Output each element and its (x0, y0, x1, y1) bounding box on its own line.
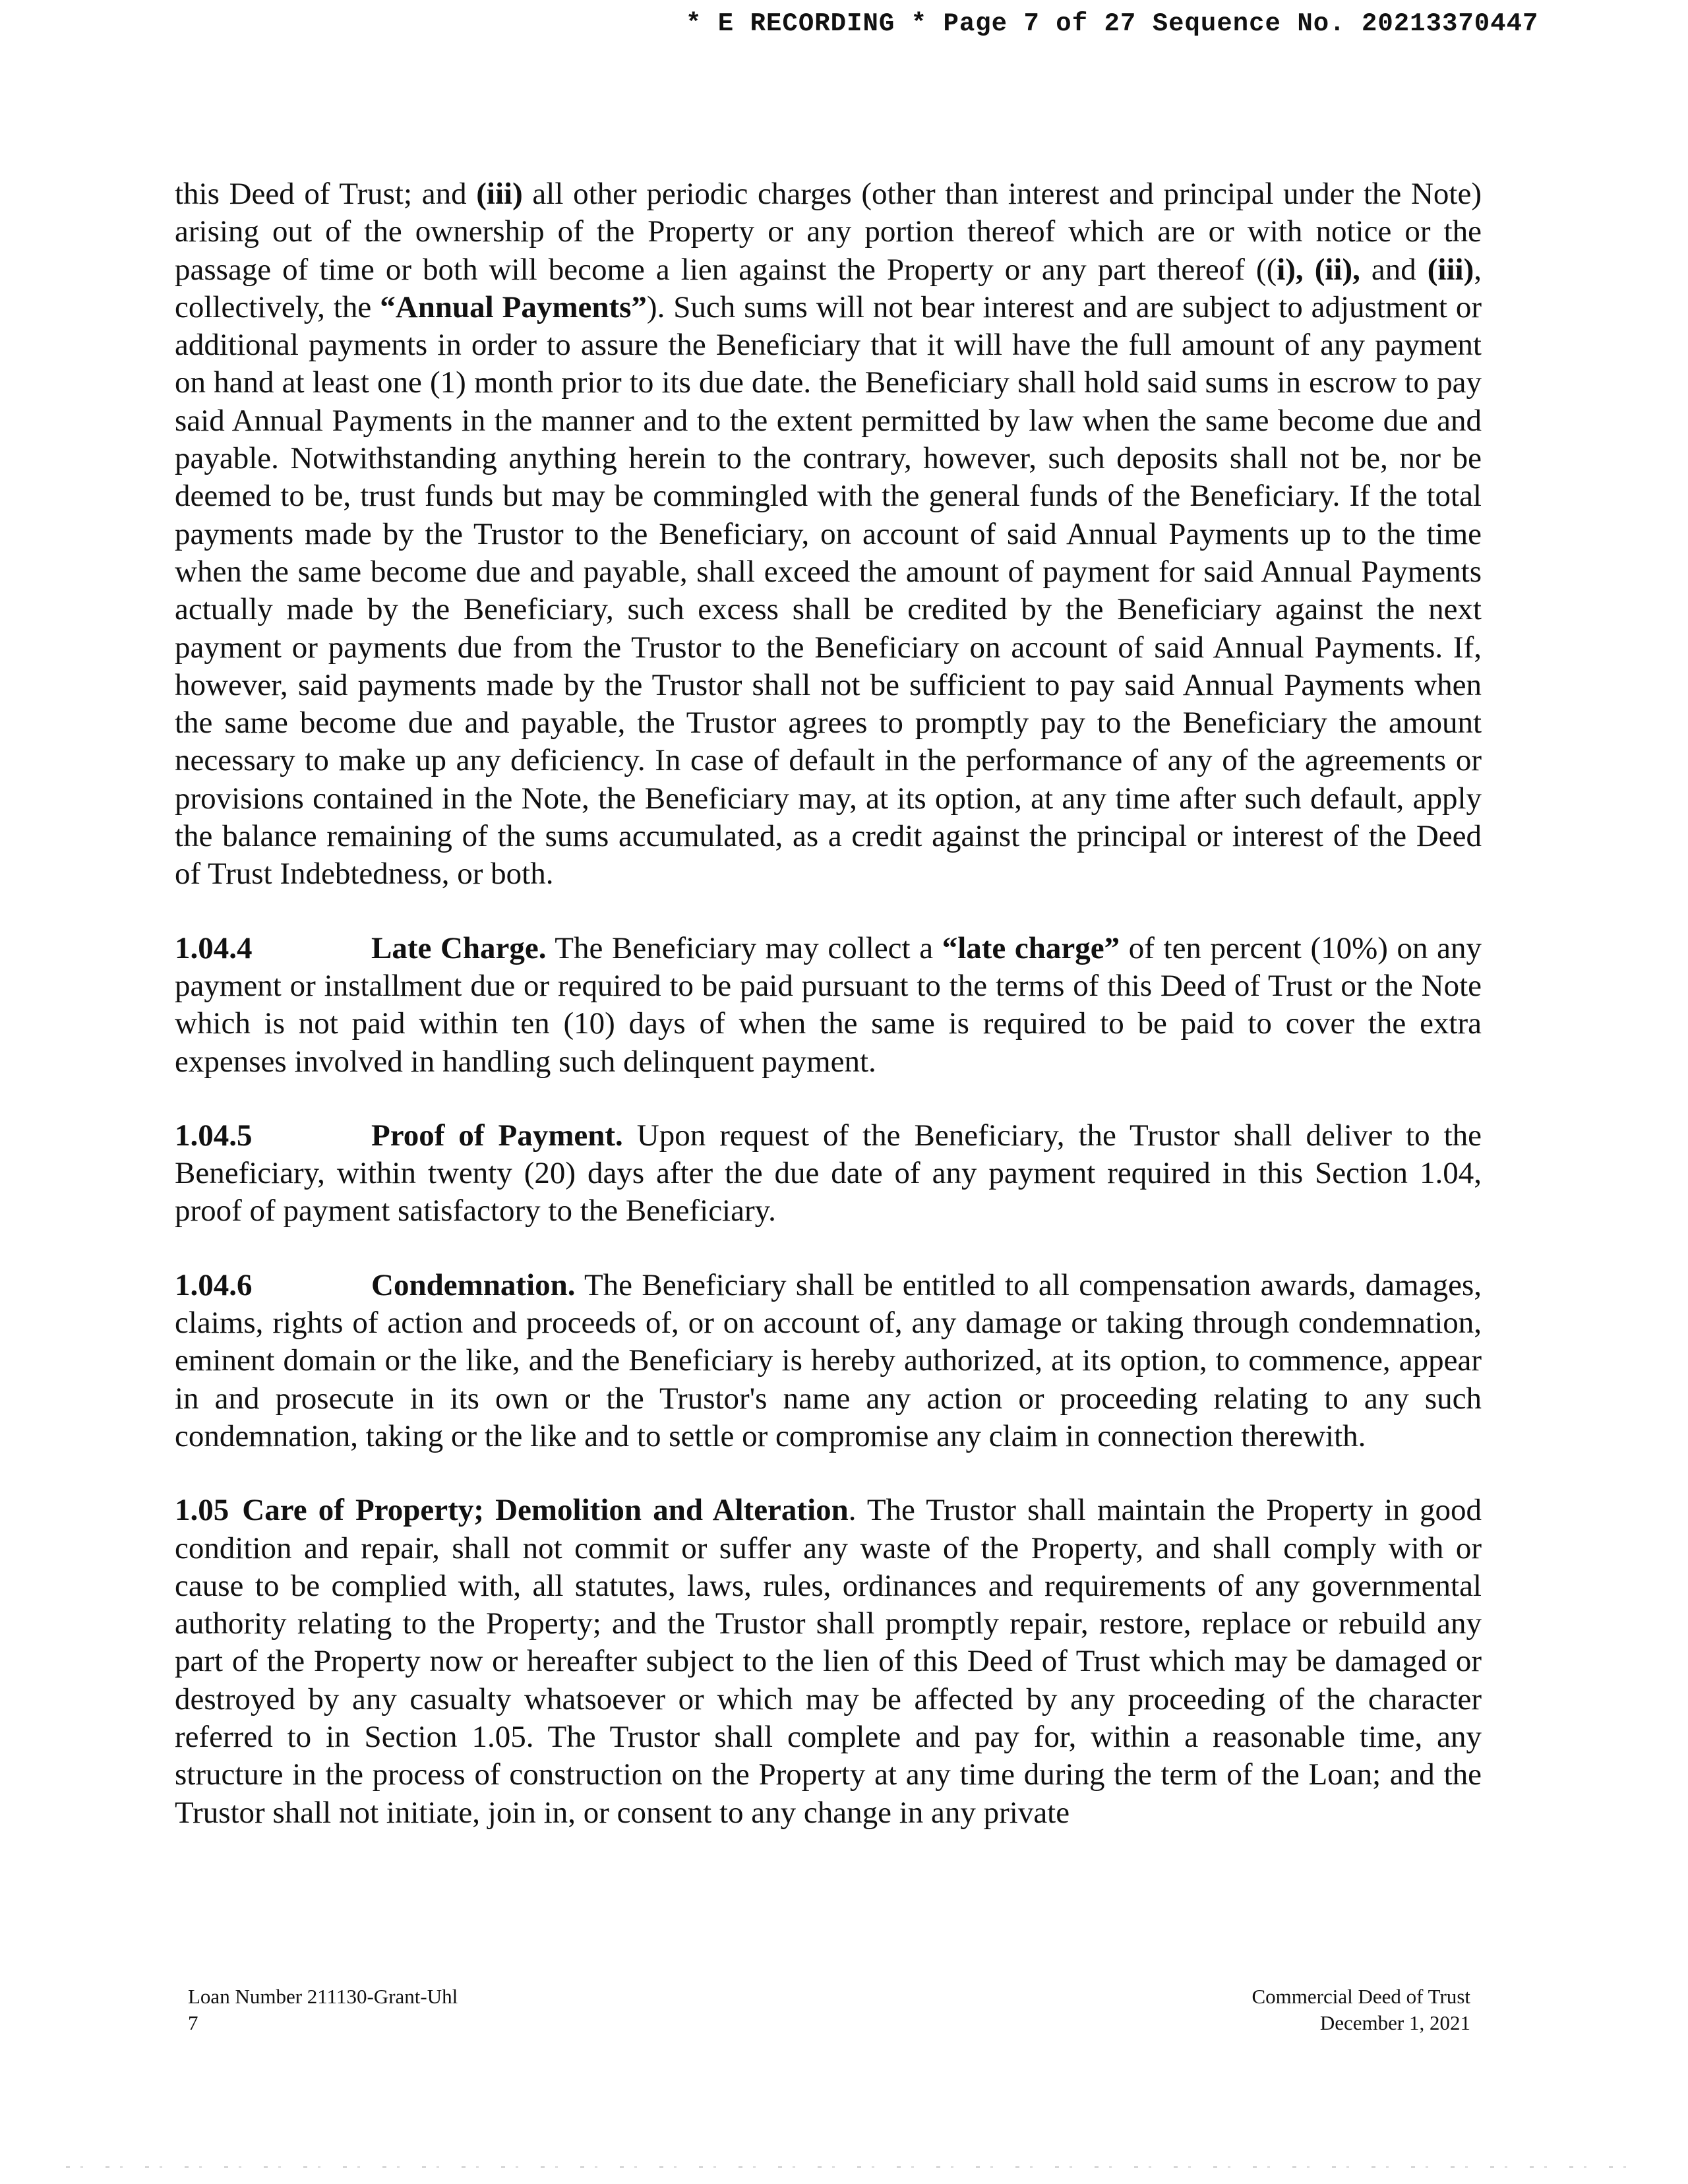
text-run: all other periodic charges (other than interest and principal under the Note) arising out of the ownership of the Property or any portion thereof which are or with notice or the passage of time or both will become a lien against the Property or any part thereof (( (175, 177, 1482, 287)
text-run: The Beneficiary may collect a (546, 930, 942, 965)
footer-left (188, 1984, 458, 2036)
section-title: Late Charge. (371, 930, 547, 965)
section-title: Proof of Payment. (371, 1118, 623, 1153)
text-run: ). Such sums will not bear interest and are subject to adjustment or additional payments in order to assure the Beneficiary that it will have the full amount of any payment on hand at least one (1) month prior to its due date. the Beneficiary shall hold said sums in escrow to pay said Annual Payments in the manner and to the extent permitted by law when the same become due and payable. Notwithstanding anything herein to the contrary, however, such deposits shall not be, nor be deemed to be, trust funds but may be commingled with the general funds of the Beneficiary. If the total payments made by the Trustor to the Beneficiary, on account of said Annual Payments up to the time when the same become due and payable, shall exceed the amount of payment for said Annual Payments actually made by the Beneficiary, such excess shall be credited by the Beneficiary against the next payment or payments due from the Trustor to the Beneficiary on account of said Annual Payments. If, however, said payments made by the Trustor shall not be sufficient to pay said Annual Payments when the same become due and payable, the Trustor agrees to promptly pay to the Beneficiary the amount necessary to make up any deficiency. In case of default in the performance of any of the agreements or provisions contained in the Note, the Beneficiary may, at its option, at any time after such default, apply the balance remaining of the sums accumulated, as a credit against the principal or interest of the Deed of Trust Indebtedness, or both. (175, 289, 1482, 892)
section-number: 1.04.4 (175, 930, 253, 965)
document-body (175, 175, 1482, 1868)
section-1-04-5 (175, 1117, 1482, 1230)
paragraph-annual-payments (175, 175, 1482, 894)
bold-run: (iii) (1427, 252, 1474, 287)
bold-run: i), (ii), (1277, 252, 1360, 287)
bold-run: (iii) (476, 177, 523, 211)
annual-payments-term: “Annual Payments” (380, 289, 647, 324)
late-charge-term: “late charge” (942, 930, 1120, 965)
text-run: The Beneficiary shall be entitled to all compensation awards, damages, claims, rights of action and proceeds of, or on account of, any damage or taking through condemnation, eminent domain or the like, and the Beneficiary is hereby authorized, at its option, to commence, appear in and prosecute in its own or the Trustor's name any action or proceeding relating to any such condemnation, taking or the like and to settle or compromise any claim in connection therewith. (175, 1267, 1482, 1453)
section-number: 1.05 (175, 1493, 229, 1528)
section-title: Care of Property; Demolition and Alteration (242, 1493, 849, 1528)
text-run: and (1360, 252, 1428, 287)
text-run: this Deed of Trust; and (175, 177, 477, 211)
page-number: 7 (188, 2011, 198, 2034)
section-number: 1.04.5 (175, 1118, 253, 1153)
text-run: of ten percent (10%) on any payment or installment due or required to be paid pursuant to the terms of this Deed of Trust or the Note which is not paid within ten (10) days of when the same is required to be paid to cover the extra expenses involved in handling such delinquent payment. (175, 930, 1482, 1079)
scan-artifact (66, 2166, 1635, 2168)
footer-right (1252, 1984, 1471, 2036)
text-run: , collectively, the (175, 252, 1482, 324)
loan-number: Loan Number 211130-Grant-Uhl (188, 1985, 458, 2008)
text-run: Upon request of the Beneficiary, the Trustor shall deliver to the Beneficiary, within twenty (20) days after the due date of any payment required in this Section 1.04, proof of payment satisfactory to the Beneficiary. (175, 1118, 1482, 1228)
section-1-04-6 (175, 1267, 1482, 1455)
document-title: Commercial Deed of Trust (1251, 1985, 1470, 2008)
document-date: December 1, 2021 (1319, 2011, 1470, 2034)
section-1-05 (175, 1492, 1482, 1832)
section-title: Condemnation. (371, 1267, 576, 1302)
section-1-04-4 (175, 930, 1482, 1081)
text-run: . The Trustor shall maintain the Property in good condition and repair, shall not commit or suffer any waste of the Property, and shall comply with or cause to be complied with, all statutes, laws, rules, ordinances and requirements of any governmental authority relating to the Property; and the Trustor shall promptly repair, restore, replace or rebuild any part of the Property now or hereafter subject to the lien of this Deed of Trust which may be damaged or destroyed by any casualty whatsoever or which may be affected by any proceeding of the character referred to in Section 1.05. The Trustor shall complete and pay for, within a reasonable time, any structure in the process of construction on the Property at any time during the term of the Loan; and the Trustor shall not initiate, join in, or consent to any change in any private (175, 1493, 1482, 1830)
section-number: 1.04.6 (175, 1267, 253, 1302)
recording-header: * E RECORDING * Page 7 of 27 Sequence No. 20213370447 (686, 9, 1539, 38)
